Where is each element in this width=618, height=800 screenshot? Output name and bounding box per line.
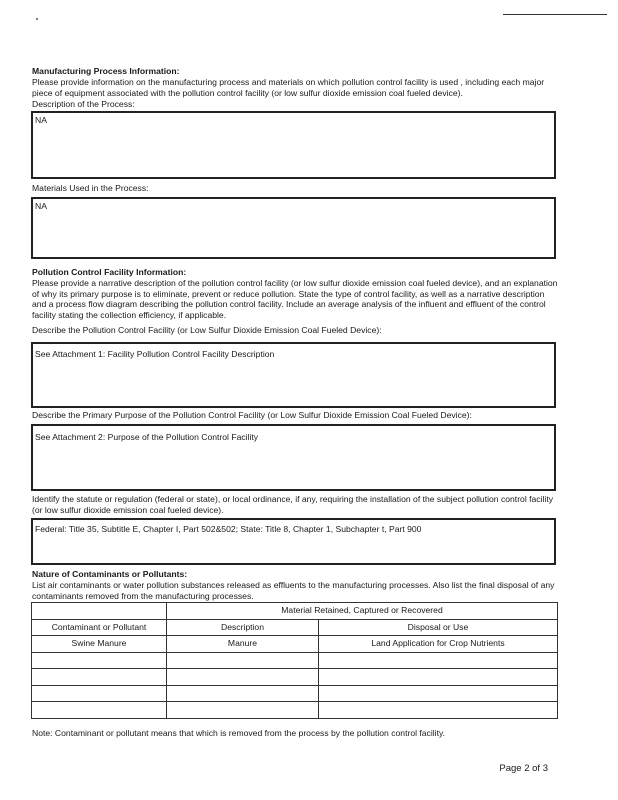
table-row xyxy=(32,669,558,686)
table-cell[interactable] xyxy=(167,702,319,719)
table-cell[interactable] xyxy=(319,652,558,669)
table-group-header-spacer xyxy=(32,603,167,620)
table-cell[interactable]: Manure xyxy=(167,636,319,653)
column-header-description: Description xyxy=(167,619,319,636)
table-cell[interactable] xyxy=(32,702,167,719)
pcf-describe-label: Describe the Pollution Control Facility (or Low Sulfur Dioxide Emission Coal Fueled Device): xyxy=(32,325,382,335)
process-description-value: NA xyxy=(35,115,47,125)
table-cell[interactable] xyxy=(319,702,558,719)
table-cell[interactable] xyxy=(167,685,319,702)
process-description-label: Description of the Process: xyxy=(32,99,135,109)
pcf-purpose-field[interactable] xyxy=(31,424,556,491)
table-row xyxy=(32,636,558,653)
table-cell[interactable] xyxy=(32,669,167,686)
table-cell[interactable]: Swine Manure xyxy=(32,636,167,653)
pcf-instructions: Please provide a narrative description of the pollution control facility (or low sulfur dioxide emission coal fueled device), and an explanation of why its primary purpose is to eliminate, prevent or reduce pollution. State the type of control facility, as well as a narrative description and a process flow diagram describing the pollution control facility. Include an average analysis of the influent and effluent of the control facility stating the collection efficiency, if applicable. xyxy=(32,278,558,320)
process-description-field[interactable] xyxy=(31,111,556,179)
table-cell[interactable]: Land Application for Crop Nutrients xyxy=(319,636,558,653)
table-header-row xyxy=(32,619,558,636)
table-cell[interactable] xyxy=(167,652,319,669)
contaminants-instructions: List air contaminants or water pollution substances released as effluents to the manufacturing processes. Also list the final disposal of any contaminants removed from the manufacturing processes. xyxy=(32,580,555,601)
materials-label: Materials Used in the Process: xyxy=(32,183,149,193)
pcf-description-field[interactable] xyxy=(31,342,556,408)
column-header-disposal: Disposal or Use xyxy=(319,619,558,636)
statute-label: Identify the statute or regulation (federal or state), or local ordinance, if any, requiring the installation of the subject pollution control facility (or low sulfur dioxide emission coal fueled device). xyxy=(32,494,554,515)
table-row xyxy=(32,652,558,669)
materials-field[interactable] xyxy=(31,197,556,259)
column-header-contaminant: Contaminant or Pollutant xyxy=(32,619,167,636)
table-cell[interactable] xyxy=(167,669,319,686)
manufacturing-heading: Manufacturing Process Information: xyxy=(32,66,180,76)
table-row xyxy=(32,685,558,702)
table-cell[interactable] xyxy=(319,669,558,686)
statute-value: Federal: Title 35, Subtitle E, Chapter I, Part 502&502; State: Title 8, Chapter 1, Subchapter t, Part 900 xyxy=(35,524,422,534)
materials-value: NA xyxy=(35,201,47,211)
contaminants-heading: Nature of Contaminants or Pollutants: xyxy=(32,569,188,579)
table-group-header: Material Retained, Captured or Recovered xyxy=(167,603,558,620)
statute-field[interactable] xyxy=(31,518,556,565)
header-rule xyxy=(503,14,607,15)
contaminants-table xyxy=(31,602,558,719)
pcf-purpose-label: Describe the Primary Purpose of the Pollution Control Facility (or Low Sulfur Dioxide Emission Coal Fueled Device): xyxy=(32,410,472,420)
scan-mark xyxy=(36,18,38,20)
table-cell[interactable] xyxy=(32,685,167,702)
pcf-purpose-value: See Attachment 2: Purpose of the Pollution Control Facility xyxy=(35,432,259,442)
table-row xyxy=(32,702,558,719)
pcf-heading: Pollution Control Facility Information: xyxy=(32,267,187,277)
table-cell[interactable] xyxy=(32,652,167,669)
note-text: Note: Contaminant or pollutant means that which is removed from the process by the pollution control facility. xyxy=(32,728,446,738)
page-number: Page 2 of 3 xyxy=(499,763,548,774)
manufacturing-instructions: Please provide information on the manufacturing process and materials on which pollution control facility is used , including each major piece of equipment associated with the pollution control facility (or low sulfur dioxide emission coal fueled device). xyxy=(32,77,545,98)
table-group-header-row xyxy=(32,603,558,620)
table-cell[interactable] xyxy=(319,685,558,702)
pcf-description-value: See Attachment 1: Facility Pollution Control Facility Description xyxy=(35,349,275,359)
